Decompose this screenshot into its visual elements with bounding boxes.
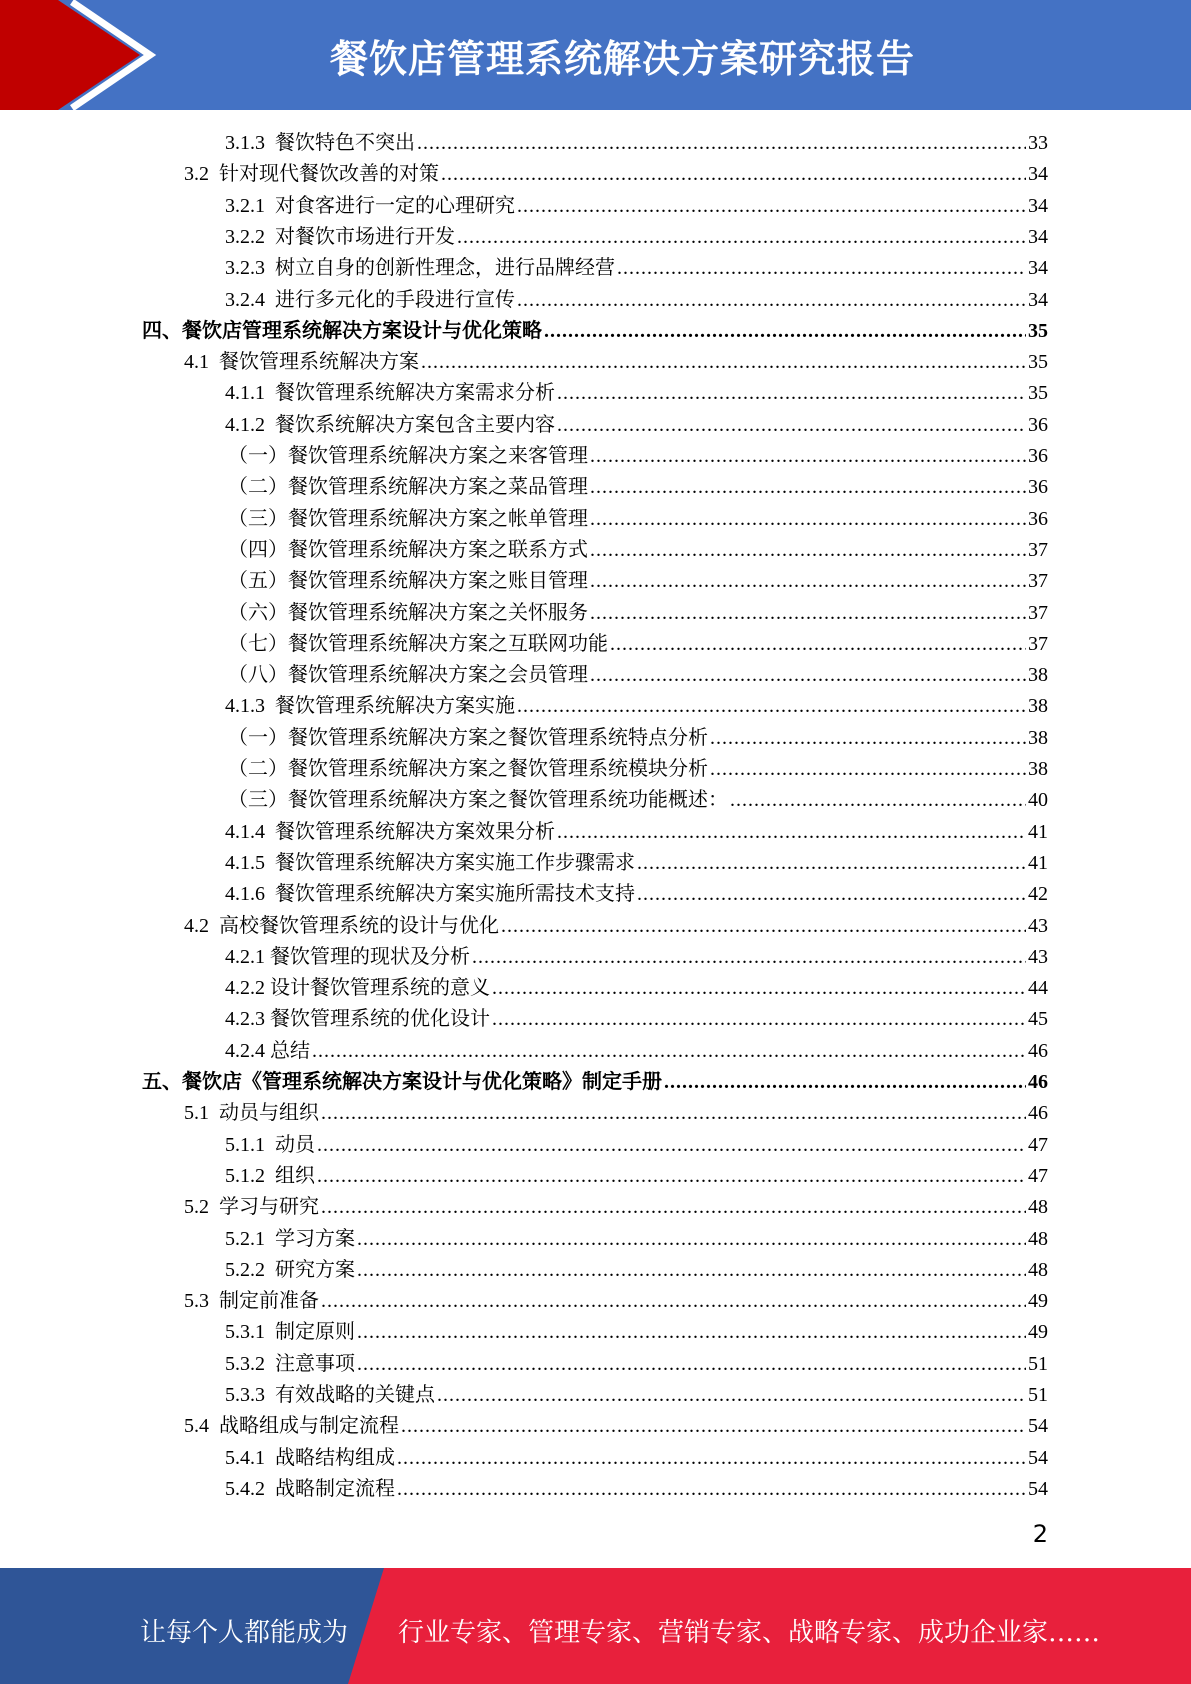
- toc-entry[interactable]: [228, 566, 1048, 597]
- toc-entry-page: 34: [1028, 194, 1048, 217]
- toc-dot-leader: [417, 128, 1026, 159]
- toc-entry[interactable]: [142, 316, 1048, 347]
- toc-entry-title: （五）餐饮管理系统解决方案之账目管理: [228, 570, 588, 593]
- toc-entry[interactable]: [225, 1349, 1048, 1380]
- toc-dot-leader: [321, 1286, 1026, 1317]
- toc-entry[interactable]: [184, 1286, 1048, 1317]
- toc-entry-number: 5.3: [184, 1290, 219, 1313]
- toc-entry[interactable]: [228, 629, 1048, 660]
- toc-entry[interactable]: [228, 535, 1048, 566]
- toc-entry-title: 动员: [275, 1133, 315, 1156]
- toc-dot-leader: [710, 723, 1026, 754]
- toc-entry-title: （七）餐饮管理系统解决方案之互联网功能: [228, 632, 608, 655]
- toc-entry[interactable]: [225, 253, 1048, 284]
- page-number: 2: [1032, 1520, 1048, 1548]
- toc-entry-page: 46: [1028, 1039, 1048, 1062]
- toc-dot-leader: [557, 817, 1026, 848]
- toc-entry-page: 38: [1028, 726, 1048, 749]
- toc-entry[interactable]: [225, 1130, 1048, 1161]
- toc-dot-leader: [397, 1443, 1026, 1474]
- toc-entry-page: 38: [1028, 758, 1048, 780]
- toc-entry-page: 44: [1028, 977, 1048, 1000]
- toc-entry[interactable]: [225, 378, 1048, 409]
- toc-entry[interactable]: [184, 1411, 1048, 1442]
- toc-dot-leader: [421, 347, 1026, 378]
- toc-entry-number: 3.2.3: [225, 257, 275, 280]
- toc-dot-leader: [637, 879, 1026, 910]
- toc-dot-leader: [590, 660, 1026, 691]
- toc-dot-leader: [590, 504, 1026, 535]
- toc-entry[interactable]: [225, 879, 1048, 910]
- toc-entry-number: 4.2.1: [225, 945, 270, 968]
- toc-entry-page: 36: [1028, 476, 1048, 499]
- toc-entry[interactable]: [184, 159, 1048, 190]
- toc-dot-leader: [730, 785, 1026, 816]
- toc-entry-title: 进行多元化的手段进行宣传: [275, 288, 515, 311]
- toc-entry-title: 餐饮管理系统的优化设计: [270, 1008, 490, 1031]
- page-footer: [0, 1568, 1191, 1684]
- toc-entry-title: 餐饮管理系统解决方案效果分析: [275, 820, 555, 843]
- toc-dot-leader: [557, 410, 1026, 441]
- toc-entry-number: 3.2.1: [225, 194, 275, 217]
- toc-entry-page: 40: [1028, 789, 1048, 812]
- toc-entry-page: 33: [1028, 132, 1048, 154]
- toc-entry-title: 四、餐饮店管理系统解决方案设计与优化策略: [142, 319, 542, 342]
- toc-entry-number: 4.1.2: [225, 413, 275, 436]
- toc-entry-number: 4.2.2: [225, 977, 270, 1000]
- toc-entry-number: 5.4.1: [225, 1446, 275, 1469]
- toc-entry-page: 36: [1028, 507, 1048, 530]
- toc-entry-title: 餐饮管理系统解决方案实施所需技术支持: [275, 883, 635, 906]
- toc-entry-page: 34: [1028, 163, 1048, 186]
- toc-dot-leader: [664, 1067, 1026, 1098]
- toc-dot-leader: [472, 942, 1026, 973]
- toc-entry-title: （一）餐饮管理系统解决方案之餐饮管理系统特点分析: [228, 726, 708, 749]
- toc-entry-page: 42: [1028, 883, 1048, 906]
- toc-entry-page: 54: [1028, 1446, 1048, 1469]
- toc-dot-leader: [492, 1004, 1026, 1035]
- toc-entry[interactable]: [225, 1443, 1048, 1474]
- toc-entry[interactable]: [225, 410, 1048, 441]
- toc-dot-leader: [437, 1380, 1026, 1411]
- toc-entry[interactable]: [225, 1161, 1048, 1192]
- toc-dot-leader: [544, 316, 1026, 347]
- toc-entry-page: 51: [1028, 1352, 1048, 1375]
- toc-entry-page: 47: [1028, 1164, 1048, 1187]
- toc-entry-title: 注意事项: [275, 1352, 355, 1375]
- toc-entry-title: 餐饮管理系统解决方案实施: [275, 695, 515, 718]
- toc-entry-page: 34: [1028, 225, 1048, 248]
- toc-entry-title: 针对现代餐饮改善的对策: [219, 163, 439, 186]
- toc-dot-leader: [517, 285, 1026, 316]
- toc-entry-number: 3.1.3: [225, 132, 275, 154]
- toc-entry-title: （三）餐饮管理系统解决方案之餐饮管理系统功能概述：: [228, 789, 728, 812]
- toc-entry-number: 3.2.4: [225, 288, 275, 311]
- toc-entry-title: 餐饮管理系统解决方案需求分析: [275, 382, 555, 405]
- toc-entry-page: 38: [1028, 664, 1048, 687]
- toc-entry-number: 5.1.1: [225, 1133, 275, 1156]
- toc-entry[interactable]: [228, 504, 1048, 535]
- toc-entry-number: 5.4: [184, 1415, 219, 1438]
- toc-entry[interactable]: [228, 598, 1048, 629]
- toc-dot-leader: [357, 1255, 1026, 1286]
- toc-dot-leader: [492, 973, 1026, 1004]
- toc-entry-title: 战略制定流程: [275, 1477, 395, 1500]
- toc-entry-page: 36: [1028, 445, 1048, 467]
- toc-entry-title: （四）餐饮管理系统解决方案之联系方式: [228, 538, 588, 561]
- toc-entry-title: （二）餐饮管理系统解决方案之菜品管理: [228, 476, 588, 499]
- footer-slogan-right: 行业专家、管理专家、营销专家、战略专家、成功企业家……: [398, 1618, 1101, 1648]
- toc-entry-number: 3.2: [184, 163, 219, 186]
- toc-dot-leader: [590, 598, 1026, 629]
- toc-dot-leader: [397, 1474, 1026, 1505]
- toc-entry-page: 37: [1028, 570, 1048, 593]
- toc-dot-leader: [317, 1161, 1026, 1192]
- toc-entry-title: 餐饮管理系统解决方案实施工作步骤需求: [275, 851, 635, 874]
- toc-entry-number: 5.1.2: [225, 1164, 275, 1187]
- toc-entry-title: 动员与组织: [219, 1102, 319, 1125]
- toc-entry-number: 5.1: [184, 1102, 219, 1125]
- toc-entry-page: 48: [1028, 1227, 1048, 1250]
- toc-entry[interactable]: [225, 817, 1048, 848]
- toc-entry-title: 学习与研究: [219, 1196, 319, 1219]
- toc-entry-page: 54: [1028, 1477, 1048, 1500]
- toc-entry[interactable]: [228, 785, 1048, 816]
- toc-entry-number: 4.2.3: [225, 1008, 270, 1031]
- toc-entry-title: 研究方案: [275, 1258, 355, 1281]
- toc-dot-leader: [401, 1411, 1026, 1442]
- toc-entry-page: 35: [1028, 382, 1048, 405]
- toc-entry-page: 34: [1028, 288, 1048, 311]
- toc-entry-page: 43: [1028, 914, 1048, 937]
- toc-entry-page: 38: [1028, 695, 1048, 718]
- toc-entry-page: 48: [1028, 1196, 1048, 1219]
- toc-dot-leader: [312, 1036, 1026, 1067]
- toc-entry-number: 5.2: [184, 1196, 219, 1219]
- toc-dot-leader: [441, 159, 1026, 190]
- toc-entry-page: 49: [1028, 1321, 1048, 1344]
- toc-entry-number: 5.3.3: [225, 1384, 275, 1406]
- toc-entry-number: 5.2.1: [225, 1227, 275, 1250]
- toc-dot-leader: [610, 629, 1026, 660]
- toc-entry[interactable]: [228, 660, 1048, 691]
- toc-entry-title: 餐饮管理系统解决方案: [219, 351, 419, 374]
- toc-dot-leader: [357, 1224, 1026, 1255]
- toc-dot-leader: [457, 222, 1026, 253]
- toc-entry-title: 制定前准备: [219, 1290, 319, 1313]
- toc-entry-page: 54: [1028, 1415, 1048, 1438]
- toc-entry-title: 高校餐饮管理系统的设计与优化: [219, 914, 499, 937]
- toc-entry-number: 4.1: [184, 351, 219, 374]
- toc-entry-title: （二）餐饮管理系统解决方案之餐饮管理系统模块分析: [228, 758, 708, 780]
- toc-entry-page: 35: [1028, 319, 1048, 342]
- toc-entry-title: （三）餐饮管理系统解决方案之帐单管理: [228, 507, 588, 530]
- toc-entry[interactable]: [225, 1474, 1048, 1505]
- toc-dot-leader: [321, 1098, 1026, 1129]
- document-title: 餐饮店管理系统解决方案研究报告: [330, 37, 916, 81]
- toc-dot-leader: [357, 1317, 1026, 1348]
- toc-entry-page: 48: [1028, 1258, 1048, 1281]
- toc-entry[interactable]: [225, 128, 1048, 159]
- toc-entry-title: 树立自身的创新性理念，进行品牌经营: [275, 257, 615, 280]
- toc-entry-page: 43: [1028, 945, 1048, 968]
- toc-entry-number: 3.2.2: [225, 225, 275, 248]
- toc-dot-leader: [590, 535, 1026, 566]
- toc-dot-leader: [517, 691, 1026, 722]
- footer-slogan-left: 让每个人都能成为: [140, 1618, 349, 1648]
- toc-entry-title: 五、餐饮店《管理系统解决方案设计与优化策略》制定手册: [142, 1071, 662, 1093]
- toc-entry-page: 45: [1028, 1008, 1048, 1031]
- toc-entry-title: 餐饮特色不突出: [275, 132, 415, 154]
- toc-entry[interactable]: [228, 754, 1048, 785]
- toc-entry[interactable]: [225, 942, 1048, 973]
- toc-entry[interactable]: [228, 441, 1048, 472]
- toc-entry-title: 餐饮管理的现状及分析: [270, 945, 470, 968]
- toc-entry[interactable]: [225, 1224, 1048, 1255]
- toc-entry-page: 36: [1028, 413, 1048, 436]
- toc-entry-page: 46: [1028, 1071, 1048, 1093]
- toc-entry-page: 37: [1028, 632, 1048, 655]
- toc-entry-number: 5.3.2: [225, 1352, 275, 1375]
- toc-entry-page: 37: [1028, 538, 1048, 561]
- toc-entry-number: 4.1.6: [225, 883, 275, 906]
- toc-entry-title: （八）餐饮管理系统解决方案之会员管理: [228, 664, 588, 687]
- toc-entry[interactable]: [184, 911, 1048, 942]
- toc-dot-leader: [557, 378, 1026, 409]
- page-header: [0, 0, 1191, 110]
- toc-entry[interactable]: [225, 848, 1048, 879]
- toc-entry-page: 37: [1028, 601, 1048, 624]
- toc-entry-number: 5.3.1: [225, 1321, 275, 1344]
- toc-entry[interactable]: [225, 1380, 1048, 1411]
- toc-dot-leader: [637, 848, 1026, 879]
- toc-entry-title: （一）餐饮管理系统解决方案之来客管理: [228, 445, 588, 467]
- toc-entry-title: 组织: [275, 1164, 315, 1187]
- toc-entry-page: 41: [1028, 820, 1048, 843]
- toc-entry[interactable]: [225, 691, 1048, 722]
- toc-entry-page: 35: [1028, 351, 1048, 374]
- toc-entry-number: 4.2.4: [225, 1039, 270, 1062]
- toc-entry-title: 制定原则: [275, 1321, 355, 1344]
- toc-entry-number: 5.4.2: [225, 1477, 275, 1500]
- toc-entry[interactable]: [225, 1036, 1048, 1067]
- toc-entry[interactable]: [225, 191, 1048, 222]
- toc-dot-leader: [617, 253, 1026, 284]
- toc-entry-title: 战略组成与制定流程: [219, 1415, 399, 1438]
- toc-entry[interactable]: [225, 1317, 1048, 1348]
- toc-entry-title: 总结: [270, 1039, 310, 1062]
- toc-entry[interactable]: [225, 1255, 1048, 1286]
- toc-entry-number: 4.1.3: [225, 695, 275, 718]
- toc-dot-leader: [357, 1349, 1026, 1380]
- toc-entry-number: 4.2: [184, 914, 219, 937]
- toc-entry[interactable]: [225, 973, 1048, 1004]
- toc-entry-number: 4.1.5: [225, 851, 275, 874]
- toc-entry-page: 46: [1028, 1102, 1048, 1125]
- toc-entry-title: 对餐饮市场进行开发: [275, 225, 455, 248]
- toc-entry-number: 4.1.1: [225, 382, 275, 405]
- toc-dot-leader: [321, 1192, 1026, 1223]
- toc-dot-leader: [590, 472, 1026, 503]
- toc-entry[interactable]: [225, 222, 1048, 253]
- toc-entry-page: 34: [1028, 257, 1048, 280]
- toc-dot-leader: [501, 911, 1026, 942]
- toc-entry[interactable]: [142, 1067, 1048, 1098]
- toc-entry[interactable]: [225, 1004, 1048, 1035]
- toc-entry[interactable]: [228, 472, 1048, 503]
- toc-entry-title: 战略结构组成: [275, 1446, 395, 1469]
- toc-dot-leader: [317, 1130, 1026, 1161]
- toc-entry-page: 47: [1028, 1133, 1048, 1156]
- toc-entry-page: 41: [1028, 851, 1048, 874]
- toc-entry[interactable]: [228, 723, 1048, 754]
- toc-entry-page: 51: [1028, 1384, 1048, 1406]
- toc-entry[interactable]: [184, 1192, 1048, 1223]
- toc-entry-title: 有效战略的关键点: [275, 1384, 435, 1406]
- toc-dot-leader: [517, 191, 1026, 222]
- toc-entry[interactable]: [225, 285, 1048, 316]
- toc-entry[interactable]: [184, 347, 1048, 378]
- toc-entry-number: 4.1.4: [225, 820, 275, 843]
- toc-dot-leader: [710, 754, 1026, 785]
- toc-dot-leader: [590, 441, 1026, 472]
- toc-entry-title: （六）餐饮管理系统解决方案之关怀服务: [228, 601, 588, 624]
- toc-entry-title: 餐饮系统解决方案包含主要内容: [275, 413, 555, 436]
- toc-entry[interactable]: [184, 1098, 1048, 1129]
- toc-dot-leader: [590, 566, 1026, 597]
- toc-entry-title: 学习方案: [275, 1227, 355, 1250]
- toc-entry-title: 设计餐饮管理系统的意义: [270, 977, 490, 1000]
- toc-entry-number: 5.2.2: [225, 1258, 275, 1281]
- toc-entry-page: 49: [1028, 1290, 1048, 1313]
- toc-entry-title: 对食客进行一定的心理研究: [275, 194, 515, 217]
